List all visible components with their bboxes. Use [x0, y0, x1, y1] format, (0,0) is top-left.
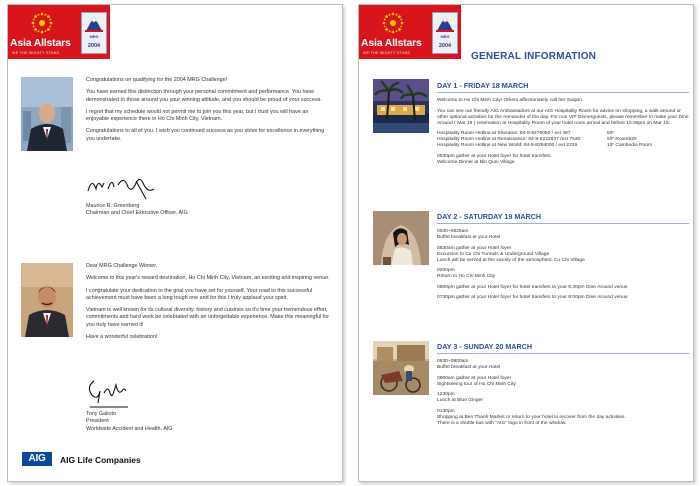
- brand-banner: [359, 5, 461, 59]
- letter1-paragraph: You have earned this distinction through your personal commitment and performance. You have demonstrated to those around you your winning attitude, and you should be proud of your success.: [86, 89, 322, 103]
- hotline-room: 5/F Room520: [607, 137, 637, 142]
- letter2-paragraph: Have a wonderful celebration!: [86, 334, 158, 341]
- item-line: Shopping at Ben Thanh Market or return to your hotel to recover from the day activities.: [437, 414, 626, 420]
- item-line: Excursion to Cu Chi Tunnels & Underground Village: [437, 251, 550, 257]
- brand-tagline: WE THE MIGHTY STAND: [363, 51, 411, 55]
- day2-item: [437, 285, 689, 291]
- mrg-badge: [432, 12, 458, 54]
- item-line: 0600pm gather at your Hotel foyer for hotel transfers to your 6:30pm Dine Around venue: [437, 284, 628, 290]
- day1-evening-line: 0530pm gather at your Hotel foyer for hotel transfers.: [437, 153, 552, 159]
- hotline-number: Hospitality Room Hotline at Sheraton: 84-8-8276050 / ext 487: [437, 131, 571, 136]
- letter1-paragraph: Congratulations to all of you. I wish you continued success as you strive for excellence in everything you undertake.: [86, 128, 325, 142]
- president-photo: [21, 263, 73, 337]
- day3-item: [437, 392, 689, 404]
- day1-paragraph: You can see our friendly AIG Ambassadors at our AIG Hospitality Room for advice on shopping, a walk around or other optional activities for the remainder of the day. For non VIP Dinnerguests, please remember to make your Dine Around ( Mar 19 ) reservation at Hospitality Room of your hotel room arrival and before 10:30pm on Mar 18.: [437, 108, 689, 126]
- day3-section: [437, 342, 689, 431]
- mrg-badge: [81, 12, 107, 54]
- chairman-photo: [21, 77, 73, 151]
- letter2-paragraph: I congratulate your dedication to the goal you have set for yourself. Your road to this successful achievement must have been a long tough one and for this I truly applaud your spirit.: [86, 287, 313, 301]
- day3-body: [437, 359, 689, 427]
- letter1-signer-name: Maurice R. Greenberg: [86, 203, 140, 209]
- brand-banner: [8, 5, 110, 59]
- item-line: There is a shuttle bus with "AIG" logo in front of the window.: [437, 420, 567, 426]
- item-line: 0200pm: [437, 268, 455, 273]
- day1-evening-line: Welcome Dinner at Bin Quoi Village: [437, 159, 515, 165]
- mountain-logo-icon: [82, 13, 106, 33]
- letter1-paragraph: I regret that my schedule would not permit me to join you this year, but I trust you will have an enjoyable experience there in Ho Chi Minh City, Vietnam.: [86, 108, 309, 123]
- item-line: 1230pm: [437, 392, 455, 397]
- badge-year: 2004: [87, 43, 101, 49]
- brand-name: Asia Allstars: [10, 37, 71, 49]
- day1-evening: [437, 154, 689, 166]
- aig-logo: AIG: [22, 452, 52, 466]
- sun-logo-icon: [381, 11, 405, 35]
- day2-item: [437, 295, 689, 301]
- badge-title: MRG: [440, 35, 450, 39]
- item-line: 0630~0825am: [437, 229, 469, 234]
- letter2-signer: [86, 411, 173, 433]
- day3-item: [437, 359, 689, 371]
- letter1-signer-title: Chairman and Chief Executive Officer, AIG: [86, 210, 188, 217]
- brand-name: Asia Allstars: [361, 37, 422, 49]
- aig-company-name: AIG Life Companies: [60, 455, 141, 465]
- greenberg-signature: [84, 169, 164, 201]
- hotline-number: Hospitality Room Hotline at New World: 84-8-8294000 / ext 2226: [437, 143, 578, 148]
- letter2-signer-org: Worldwide Accident and Health, AIG: [86, 425, 173, 432]
- day3-item: [437, 409, 689, 427]
- day2-item: [437, 246, 689, 264]
- day3-photo: [373, 341, 429, 395]
- left-page: [7, 4, 343, 482]
- day2-item: [437, 229, 689, 241]
- item-line: Buffet breakfast at your Hotel: [437, 365, 501, 370]
- letter-galioto: [86, 263, 332, 346]
- item-line: 0130pm: [437, 408, 455, 414]
- badge-title: MRG: [89, 35, 99, 39]
- letter2-signer-name: Tony Galioto: [86, 411, 116, 417]
- page-title: GENERAL INFORMATION: [471, 51, 597, 62]
- day2-item: [437, 268, 689, 280]
- item-line: 0730pm gather at your Hotel foyer for hotel transfers to your 8:00pm Dine Around venue: [437, 295, 628, 300]
- letter2-greeting: Dear MRG Challenge Winner,: [86, 263, 158, 269]
- hotline-row: [437, 143, 689, 149]
- item-line: 0830am gather at your Hotel foyer: [437, 245, 512, 251]
- letter-greenberg: [86, 77, 332, 148]
- item-line: Lunch at Blue Ginger: [437, 398, 483, 403]
- hotline-room: 5/F: [607, 131, 615, 136]
- day1-heading: DAY 1 - FRIDAY 18 MARCH: [437, 81, 689, 93]
- item-line: Sightseeing tour of Ho Chi Minh City: [437, 381, 516, 387]
- letter1-signer: [86, 203, 188, 218]
- day1-body: [437, 98, 689, 166]
- sun-logo-icon: [30, 11, 54, 35]
- hotline-list: [437, 131, 689, 149]
- hotline-room: 1/F Cambodia Room: [607, 143, 653, 148]
- item-line: Return to Ho Chi Minh City: [437, 274, 496, 279]
- item-line: Buffet breakfast at your Hotel: [437, 235, 501, 240]
- mountain-logo-icon: [433, 13, 457, 33]
- item-line: Lunch will be served at the vicinity of the atmospheric Cu Chi Village: [437, 257, 585, 263]
- galioto-signature: [84, 373, 132, 411]
- day1-photo: [373, 79, 429, 133]
- item-line: 0630~0900am: [437, 359, 469, 364]
- letter2-paragraph: Vietnam is well known for its cultural diversity, history and cuisines so it's time your tremendous effort, commitments and hard work be celebrated with an unforgettable experience. Make this meaningful for you truly have earned it!: [86, 307, 330, 328]
- day2-section: [437, 212, 689, 306]
- hotline-number: Hospitality Room Hotline at Renaissance: 84-8-8222847 /ext 7520: [437, 137, 581, 142]
- day2-body: [437, 229, 689, 301]
- day2-heading: DAY 2 - SATURDAY 19 MARCH: [437, 212, 689, 224]
- badge-year: 2004: [438, 43, 452, 49]
- day1-section: [437, 81, 689, 170]
- day1-paragraph: Welcome to Ho Chi Minh City! Others affectionately call her Saigon.: [437, 98, 584, 103]
- day3-item: [437, 376, 689, 388]
- brand-tagline: WE THE MIGHTY STAND: [12, 51, 60, 55]
- right-page: [358, 4, 694, 482]
- day2-photo: [373, 211, 429, 265]
- letter1-greeting: Congratulations on qualifying for the 2004 MRG Challenge!: [86, 77, 228, 83]
- letter2-paragraph: Welcome to this year's reward destination, Ho Chi Minh City, Vietnam, an exciting and inspiring venue.: [86, 275, 330, 282]
- day3-heading: DAY 3 - SUNDAY 20 MARCH: [437, 342, 689, 354]
- letter2-signer-title: President: [86, 418, 109, 425]
- item-line: 0900am gather at your Hotel foyer: [437, 375, 512, 381]
